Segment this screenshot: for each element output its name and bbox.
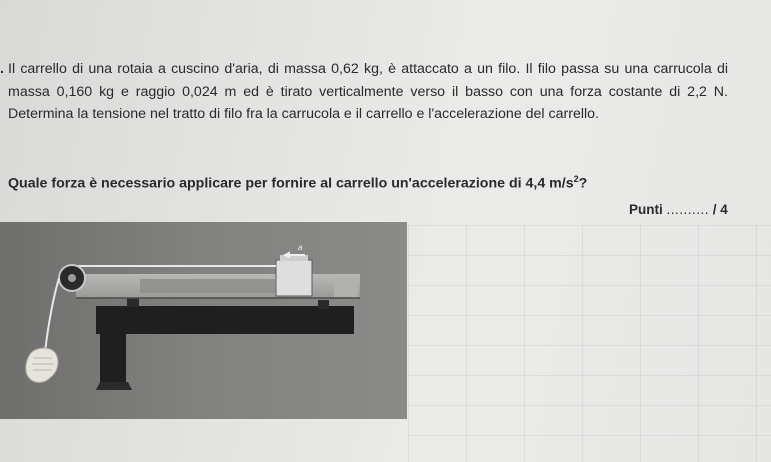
- problem-marker: .: [0, 60, 4, 76]
- question-line: [8, 174, 587, 192]
- pulley-axle: [68, 274, 76, 282]
- points-label: Punti: [629, 202, 663, 217]
- question-end: ?: [578, 175, 588, 192]
- background-grid: [408, 225, 771, 462]
- question-text: Quale forza è necessario applicare per fornire al carrello un'accelerazione di 4,4 m/s: [8, 175, 574, 192]
- air-track-dark-band: [140, 279, 275, 293]
- table-leg-foot: [96, 382, 132, 390]
- points-box: [629, 202, 728, 217]
- points-blank: ..........: [666, 202, 710, 217]
- acceleration-label: a: [298, 243, 303, 252]
- points-total: / 4: [712, 202, 728, 217]
- air-track-figure: [0, 222, 407, 419]
- table-top: [96, 306, 354, 334]
- question-exponent: 2: [573, 174, 579, 184]
- air-track-end: [334, 278, 358, 297]
- table-leg: [100, 332, 126, 390]
- cart: [276, 260, 312, 296]
- problem-statement: Il carrello di una rotaia a cuscino d'aria, di massa 0,62 kg, è attaccato a un filo. Il filo passa su una carrucola di massa 0,160 kg e raggio 0,024 m ed è tirato verticalmente verso il basso con una forza costante di 2,2 N. Determina la tensione nel tratto di filo fra la carrucola e il carrello e l'accelerazione del carrello.: [8, 61, 728, 122]
- track-support-right: [318, 300, 329, 309]
